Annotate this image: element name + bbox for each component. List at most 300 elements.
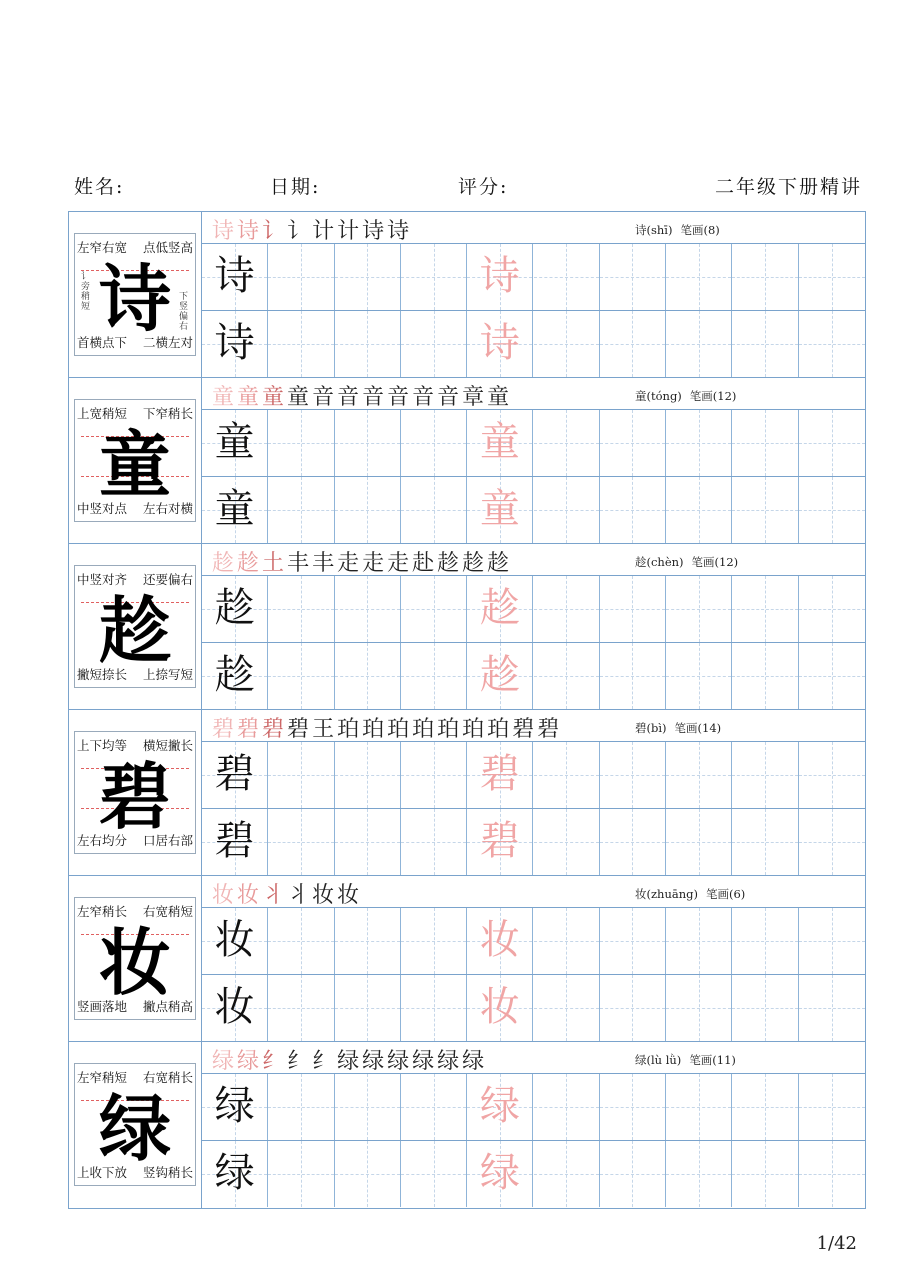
- writing-tip: 左右对横: [142, 501, 193, 516]
- stroke-order-row: [202, 710, 865, 742]
- stroke-order-sequence: [212, 546, 512, 577]
- practice-cell[interactable]: [467, 576, 533, 642]
- practice-cell[interactable]: [467, 311, 533, 377]
- character-info: [635, 1052, 736, 1068]
- practice-cell[interactable]: [732, 311, 798, 377]
- stroke-count-label: 笔画(12): [691, 555, 739, 569]
- trace-character: 诗: [479, 253, 520, 299]
- stroke-step: 童: [212, 385, 238, 410]
- practice-cell[interactable]: [732, 809, 798, 875]
- side-note-left: 讠旁稍短: [81, 272, 91, 312]
- practice-cell[interactable]: [202, 244, 268, 310]
- practice-cell[interactable]: [799, 809, 865, 875]
- stroke-step: 趁: [212, 551, 238, 576]
- writing-tip: 中竖对齐: [77, 572, 128, 587]
- pinyin-label: 碧(bì): [635, 721, 667, 735]
- practice-cell[interactable]: [268, 244, 334, 310]
- stroke-order-sequence: [212, 1044, 487, 1075]
- practice-cell[interactable]: [268, 742, 334, 808]
- example-character: 妆: [214, 917, 255, 963]
- stroke-step: 珀: [437, 717, 463, 742]
- stroke-step: 珀: [337, 717, 363, 742]
- practice-cell[interactable]: [335, 244, 401, 310]
- practice-cell[interactable]: [732, 643, 798, 709]
- stroke-step: 章: [462, 385, 488, 410]
- model-column: [69, 1042, 202, 1208]
- model-column: [69, 876, 202, 1041]
- stroke-step: 绿: [437, 1049, 463, 1074]
- practice-cell[interactable]: [732, 975, 798, 1041]
- writing-tip: 撇短捺长: [77, 667, 128, 682]
- practice-row: [202, 908, 865, 975]
- example-character: 童: [214, 419, 255, 465]
- practice-cell[interactable]: [534, 410, 600, 476]
- stroke-step: 丰: [287, 551, 313, 576]
- stroke-step: 趁: [237, 551, 263, 576]
- practice-cell[interactable]: [666, 742, 732, 808]
- practice-cell[interactable]: [666, 410, 732, 476]
- practice-cell[interactable]: [732, 410, 798, 476]
- example-character: 妆: [214, 984, 255, 1030]
- writing-tip: 左右均分: [77, 833, 128, 848]
- practice-cell[interactable]: [732, 1074, 798, 1140]
- practice-cell[interactable]: [666, 809, 732, 875]
- stroke-step: 童: [487, 385, 513, 410]
- writing-tip: 中竖对点: [77, 501, 128, 516]
- stroke-step: 音: [437, 385, 463, 410]
- trace-character: 趁: [479, 652, 520, 698]
- practice-cell[interactable]: [666, 311, 732, 377]
- practice-row: [202, 477, 865, 544]
- writing-tip: 首横点下: [77, 335, 128, 350]
- practice-cell[interactable]: [268, 975, 334, 1041]
- writing-tip: 还要偏右: [142, 572, 193, 587]
- writing-tip: 撇点稍高: [142, 999, 193, 1014]
- character-info: [635, 388, 736, 404]
- stroke-step: 碧: [287, 717, 313, 742]
- practice-cell[interactable]: [732, 742, 798, 808]
- practice-cell[interactable]: [202, 643, 268, 709]
- practice-row: [202, 1141, 865, 1208]
- writing-tip: 上捺写短: [142, 667, 193, 682]
- trace-character: 妆: [479, 984, 520, 1030]
- writing-tip: 上宽稍短: [77, 406, 128, 421]
- practice-cell[interactable]: [202, 908, 268, 974]
- writing-tip: 竖钩稍长: [142, 1165, 193, 1180]
- character-info: [635, 222, 720, 238]
- stroke-step: 讠: [287, 219, 313, 244]
- example-character: 诗: [214, 253, 255, 299]
- example-character: 趁: [214, 585, 255, 631]
- stroke-step: 珀: [387, 717, 413, 742]
- practice-cell[interactable]: [600, 477, 666, 543]
- pinyin-label: 趁(chèn): [635, 555, 684, 569]
- writing-tip: 下窄稍长: [142, 406, 193, 421]
- practice-cell[interactable]: [467, 410, 533, 476]
- stroke-step: 计: [337, 219, 363, 244]
- stroke-step: 诗: [212, 219, 238, 244]
- trace-character: 童: [479, 486, 520, 532]
- practice-cell[interactable]: [666, 1141, 732, 1207]
- practice-cell[interactable]: [335, 1141, 401, 1207]
- practice-cell[interactable]: [799, 1074, 865, 1140]
- practice-cell[interactable]: [268, 1141, 334, 1207]
- trace-character: 碧: [479, 818, 520, 864]
- practice-cell[interactable]: [467, 742, 533, 808]
- writing-tip: 二横左对: [142, 335, 193, 350]
- trace-character: 绿: [479, 1083, 520, 1129]
- stroke-step: 诗: [362, 219, 388, 244]
- practice-cell[interactable]: [534, 311, 600, 377]
- practice-cell[interactable]: [268, 1074, 334, 1140]
- stroke-step: 讠: [262, 219, 288, 244]
- practice-cell[interactable]: [534, 809, 600, 875]
- stroke-step: 王: [312, 717, 338, 742]
- practice-cell[interactable]: [600, 742, 666, 808]
- practice-cell[interactable]: [600, 1074, 666, 1140]
- trace-character: 童: [479, 419, 520, 465]
- practice-cell[interactable]: [600, 643, 666, 709]
- model-column: [69, 544, 202, 709]
- practice-cell[interactable]: [534, 1141, 600, 1207]
- model-character-box: [74, 233, 196, 356]
- model-character: 绿: [98, 1086, 171, 1171]
- character-info: [635, 886, 745, 902]
- practice-cell[interactable]: [600, 1141, 666, 1207]
- practice-row: [202, 643, 865, 710]
- stroke-step: 趁: [487, 551, 513, 576]
- practice-cell[interactable]: [600, 410, 666, 476]
- practice-row: [202, 809, 865, 876]
- model-character: 童: [98, 422, 171, 507]
- model-column: [69, 378, 202, 543]
- stroke-count-label: 笔画(11): [689, 1053, 736, 1067]
- practice-cell[interactable]: [467, 1074, 533, 1140]
- example-character: 绿: [214, 1150, 255, 1196]
- practice-row: [202, 975, 865, 1042]
- stroke-step: 碧: [237, 717, 263, 742]
- writing-tip: 左窄右宽: [77, 240, 128, 255]
- practice-cell[interactable]: [732, 1141, 798, 1207]
- stroke-step: 丰: [312, 551, 338, 576]
- stroke-step: 绿: [462, 1049, 488, 1074]
- practice-cell[interactable]: [467, 477, 533, 543]
- practice-cell[interactable]: [202, 1074, 268, 1140]
- practice-cell[interactable]: [534, 643, 600, 709]
- practice-cell[interactable]: [467, 809, 533, 875]
- practice-cell[interactable]: [401, 1141, 467, 1207]
- worksheet-header: [74, 172, 862, 204]
- practice-cell[interactable]: [799, 244, 865, 310]
- practice-sheet: [68, 211, 866, 1209]
- practice-cell[interactable]: [799, 311, 865, 377]
- side-note-right: 下竖偏右: [179, 292, 189, 332]
- stroke-step: 珀: [412, 717, 438, 742]
- stroke-step: 计: [312, 219, 338, 244]
- character-info: [635, 720, 721, 736]
- pinyin-label: 诗(shī): [635, 223, 673, 237]
- practice-cell[interactable]: [534, 742, 600, 808]
- date-label: 日期:: [270, 176, 321, 198]
- stroke-order-sequence: [212, 380, 512, 411]
- stroke-step: 童: [262, 385, 288, 410]
- practice-cell[interactable]: [732, 477, 798, 543]
- model-character: 诗: [98, 256, 171, 341]
- stroke-step: 绿: [362, 1049, 388, 1074]
- model-character-box: [74, 565, 196, 688]
- practice-cell[interactable]: [666, 643, 732, 709]
- trace-character: 碧: [479, 751, 520, 797]
- stroke-step: 珀: [362, 717, 388, 742]
- practice-cell[interactable]: [600, 244, 666, 310]
- practice-row: [202, 742, 865, 809]
- stroke-step: 音: [387, 385, 413, 410]
- practice-cell[interactable]: [799, 643, 865, 709]
- character-info: [635, 554, 738, 570]
- stroke-step: 走: [362, 551, 388, 576]
- stroke-step: 音: [312, 385, 338, 410]
- writing-tip: 左窄稍短: [77, 1070, 128, 1085]
- practice-cell[interactable]: [666, 975, 732, 1041]
- stroke-step: 碧: [212, 717, 238, 742]
- practice-cell[interactable]: [202, 477, 268, 543]
- practice-cell[interactable]: [335, 311, 401, 377]
- practice-cell[interactable]: [335, 809, 401, 875]
- practice-cell[interactable]: [335, 410, 401, 476]
- stroke-step: 丬: [287, 883, 313, 908]
- trace-character: 绿: [479, 1150, 520, 1196]
- stroke-step: 音: [412, 385, 438, 410]
- practice-cell[interactable]: [401, 1074, 467, 1140]
- stroke-step: 走: [387, 551, 413, 576]
- stroke-step: 绿: [412, 1049, 438, 1074]
- practice-cell[interactable]: [799, 908, 865, 974]
- model-character: 趁: [98, 588, 171, 673]
- practice-cell[interactable]: [799, 477, 865, 543]
- model-character-box: [74, 897, 196, 1020]
- stroke-step: 妆: [212, 883, 238, 908]
- stroke-step: 趁: [437, 551, 463, 576]
- practice-cell[interactable]: [600, 975, 666, 1041]
- character-block: [69, 710, 865, 876]
- practice-cell[interactable]: [401, 908, 467, 974]
- practice-cell[interactable]: [401, 311, 467, 377]
- model-character-box: [74, 1063, 196, 1186]
- practice-cell[interactable]: [666, 477, 732, 543]
- practice-row: [202, 1074, 865, 1141]
- character-block: [69, 1042, 865, 1208]
- stroke-step: 碧: [537, 717, 563, 742]
- practice-cell[interactable]: [467, 244, 533, 310]
- practice-cell[interactable]: [534, 244, 600, 310]
- stroke-count-label: 笔画(8): [680, 223, 720, 237]
- practice-cell[interactable]: [732, 244, 798, 310]
- writing-tip: 口居右部: [142, 833, 193, 848]
- example-character: 碧: [214, 818, 255, 864]
- practice-cell[interactable]: [666, 244, 732, 310]
- stroke-step: 妆: [312, 883, 338, 908]
- practice-cell[interactable]: [335, 1074, 401, 1140]
- practice-row: [202, 576, 865, 643]
- practice-cell[interactable]: [335, 742, 401, 808]
- stroke-step: 妆: [237, 883, 263, 908]
- pinyin-label: 童(tóng): [635, 389, 682, 403]
- practice-cell[interactable]: [401, 975, 467, 1041]
- example-character: 碧: [214, 751, 255, 797]
- name-label: 姓名:: [74, 176, 125, 198]
- character-block: [69, 544, 865, 710]
- practice-cell[interactable]: [799, 742, 865, 808]
- writing-tip: 右宽稍短: [142, 904, 193, 919]
- stroke-step: 趁: [462, 551, 488, 576]
- pinyin-label: 妆(zhuāng): [635, 887, 698, 901]
- stroke-step: 音: [337, 385, 363, 410]
- stroke-step: 诗: [237, 219, 263, 244]
- practice-cell[interactable]: [600, 311, 666, 377]
- stroke-order-sequence: [212, 214, 412, 245]
- character-block: [69, 378, 865, 544]
- practice-cell[interactable]: [268, 410, 334, 476]
- practice-cell[interactable]: [202, 742, 268, 808]
- practice-cell[interactable]: [268, 809, 334, 875]
- stroke-step: 赴: [412, 551, 438, 576]
- pinyin-label: 绿(lù lǜ): [635, 1053, 682, 1067]
- practice-row: [202, 244, 865, 311]
- stroke-step: 纟: [287, 1049, 313, 1074]
- practice-cell[interactable]: [202, 975, 268, 1041]
- stroke-step: 绿: [212, 1049, 238, 1074]
- stroke-step: 珀: [487, 717, 513, 742]
- practice-cell[interactable]: [600, 809, 666, 875]
- stroke-order-row: [202, 876, 865, 908]
- writing-tip: 横短撇长: [142, 738, 193, 753]
- stroke-step: 绿: [337, 1049, 363, 1074]
- stroke-step: 纟: [262, 1049, 288, 1074]
- stroke-count-label: 笔画(12): [689, 389, 737, 403]
- practice-cell[interactable]: [335, 643, 401, 709]
- practice-cell[interactable]: [732, 576, 798, 642]
- stroke-order-row: [202, 544, 865, 576]
- stroke-order-sequence: [212, 712, 562, 743]
- stroke-step: 诗: [387, 219, 413, 244]
- practice-row: [202, 410, 865, 477]
- page-number: 1/42: [816, 1233, 857, 1254]
- character-block: [69, 876, 865, 1042]
- writing-tip: 竖画落地: [77, 999, 128, 1014]
- practice-cell[interactable]: [202, 809, 268, 875]
- practice-cell[interactable]: [467, 1141, 533, 1207]
- practice-row: [202, 311, 865, 378]
- practice-cell[interactable]: [534, 975, 600, 1041]
- stroke-step: 土: [262, 551, 288, 576]
- practice-cell[interactable]: [335, 975, 401, 1041]
- stroke-step: 音: [362, 385, 388, 410]
- practice-cell[interactable]: [467, 908, 533, 974]
- stroke-step: 绿: [387, 1049, 413, 1074]
- practice-cell[interactable]: [401, 410, 467, 476]
- practice-cell[interactable]: [268, 477, 334, 543]
- stroke-order-row: [202, 378, 865, 410]
- practice-cell[interactable]: [732, 908, 798, 974]
- stroke-order-row: [202, 212, 865, 244]
- practice-cell[interactable]: [268, 576, 334, 642]
- practice-cell[interactable]: [202, 311, 268, 377]
- example-character: 趁: [214, 652, 255, 698]
- practice-cell[interactable]: [401, 742, 467, 808]
- practice-cell[interactable]: [335, 908, 401, 974]
- model-column: [69, 212, 202, 377]
- stroke-step: 童: [237, 385, 263, 410]
- practice-cell[interactable]: [268, 908, 334, 974]
- stroke-count-label: 笔画(6): [705, 887, 746, 901]
- practice-cell[interactable]: [202, 1141, 268, 1207]
- writing-tip: 右宽稍长: [142, 1070, 193, 1085]
- practice-cell[interactable]: [799, 1141, 865, 1207]
- practice-cell[interactable]: [534, 908, 600, 974]
- score-label: 评分:: [458, 176, 509, 198]
- practice-cell[interactable]: [401, 643, 467, 709]
- model-character-box: [74, 731, 196, 854]
- stroke-step: 珀: [462, 717, 488, 742]
- character-block: [69, 212, 865, 378]
- stroke-step: 碧: [512, 717, 538, 742]
- stroke-step: 走: [337, 551, 363, 576]
- writing-tip: 上下均等: [77, 738, 128, 753]
- stroke-step: 碧: [262, 717, 288, 742]
- practice-cell[interactable]: [268, 643, 334, 709]
- practice-cell[interactable]: [401, 477, 467, 543]
- practice-cell[interactable]: [600, 576, 666, 642]
- practice-cell[interactable]: [600, 908, 666, 974]
- stroke-step: 丬: [262, 883, 288, 908]
- practice-cell[interactable]: [534, 576, 600, 642]
- stroke-step: 妆: [337, 883, 363, 908]
- practice-cell[interactable]: [467, 643, 533, 709]
- practice-cell[interactable]: [401, 244, 467, 310]
- model-character-box: [74, 399, 196, 522]
- practice-cell[interactable]: [202, 576, 268, 642]
- stroke-step: 童: [287, 385, 313, 410]
- practice-cell[interactable]: [467, 975, 533, 1041]
- practice-cell[interactable]: [534, 477, 600, 543]
- stroke-count-label: 笔画(14): [674, 721, 722, 735]
- writing-tip: 上收下放: [77, 1165, 128, 1180]
- practice-cell[interactable]: [666, 1074, 732, 1140]
- practice-cell[interactable]: [666, 908, 732, 974]
- practice-cell[interactable]: [335, 477, 401, 543]
- model-character: 妆: [98, 920, 171, 1005]
- practice-cell[interactable]: [799, 410, 865, 476]
- stroke-step: 绿: [237, 1049, 263, 1074]
- practice-cell[interactable]: [799, 576, 865, 642]
- practice-cell[interactable]: [401, 809, 467, 875]
- stroke-order-row: [202, 1042, 865, 1074]
- stroke-step: 纟: [312, 1049, 338, 1074]
- practice-cell[interactable]: [202, 410, 268, 476]
- practice-cell[interactable]: [799, 975, 865, 1041]
- book-title: 二年级下册精讲: [714, 176, 862, 198]
- practice-cell[interactable]: [401, 576, 467, 642]
- practice-cell[interactable]: [534, 1074, 600, 1140]
- practice-cell[interactable]: [335, 576, 401, 642]
- practice-cell[interactable]: [666, 576, 732, 642]
- model-character: 碧: [98, 754, 171, 839]
- writing-tip: 点低竖高: [142, 240, 193, 255]
- model-column: [69, 710, 202, 875]
- practice-cell[interactable]: [268, 311, 334, 377]
- trace-character: 妆: [479, 917, 520, 963]
- trace-character: 趁: [479, 585, 520, 631]
